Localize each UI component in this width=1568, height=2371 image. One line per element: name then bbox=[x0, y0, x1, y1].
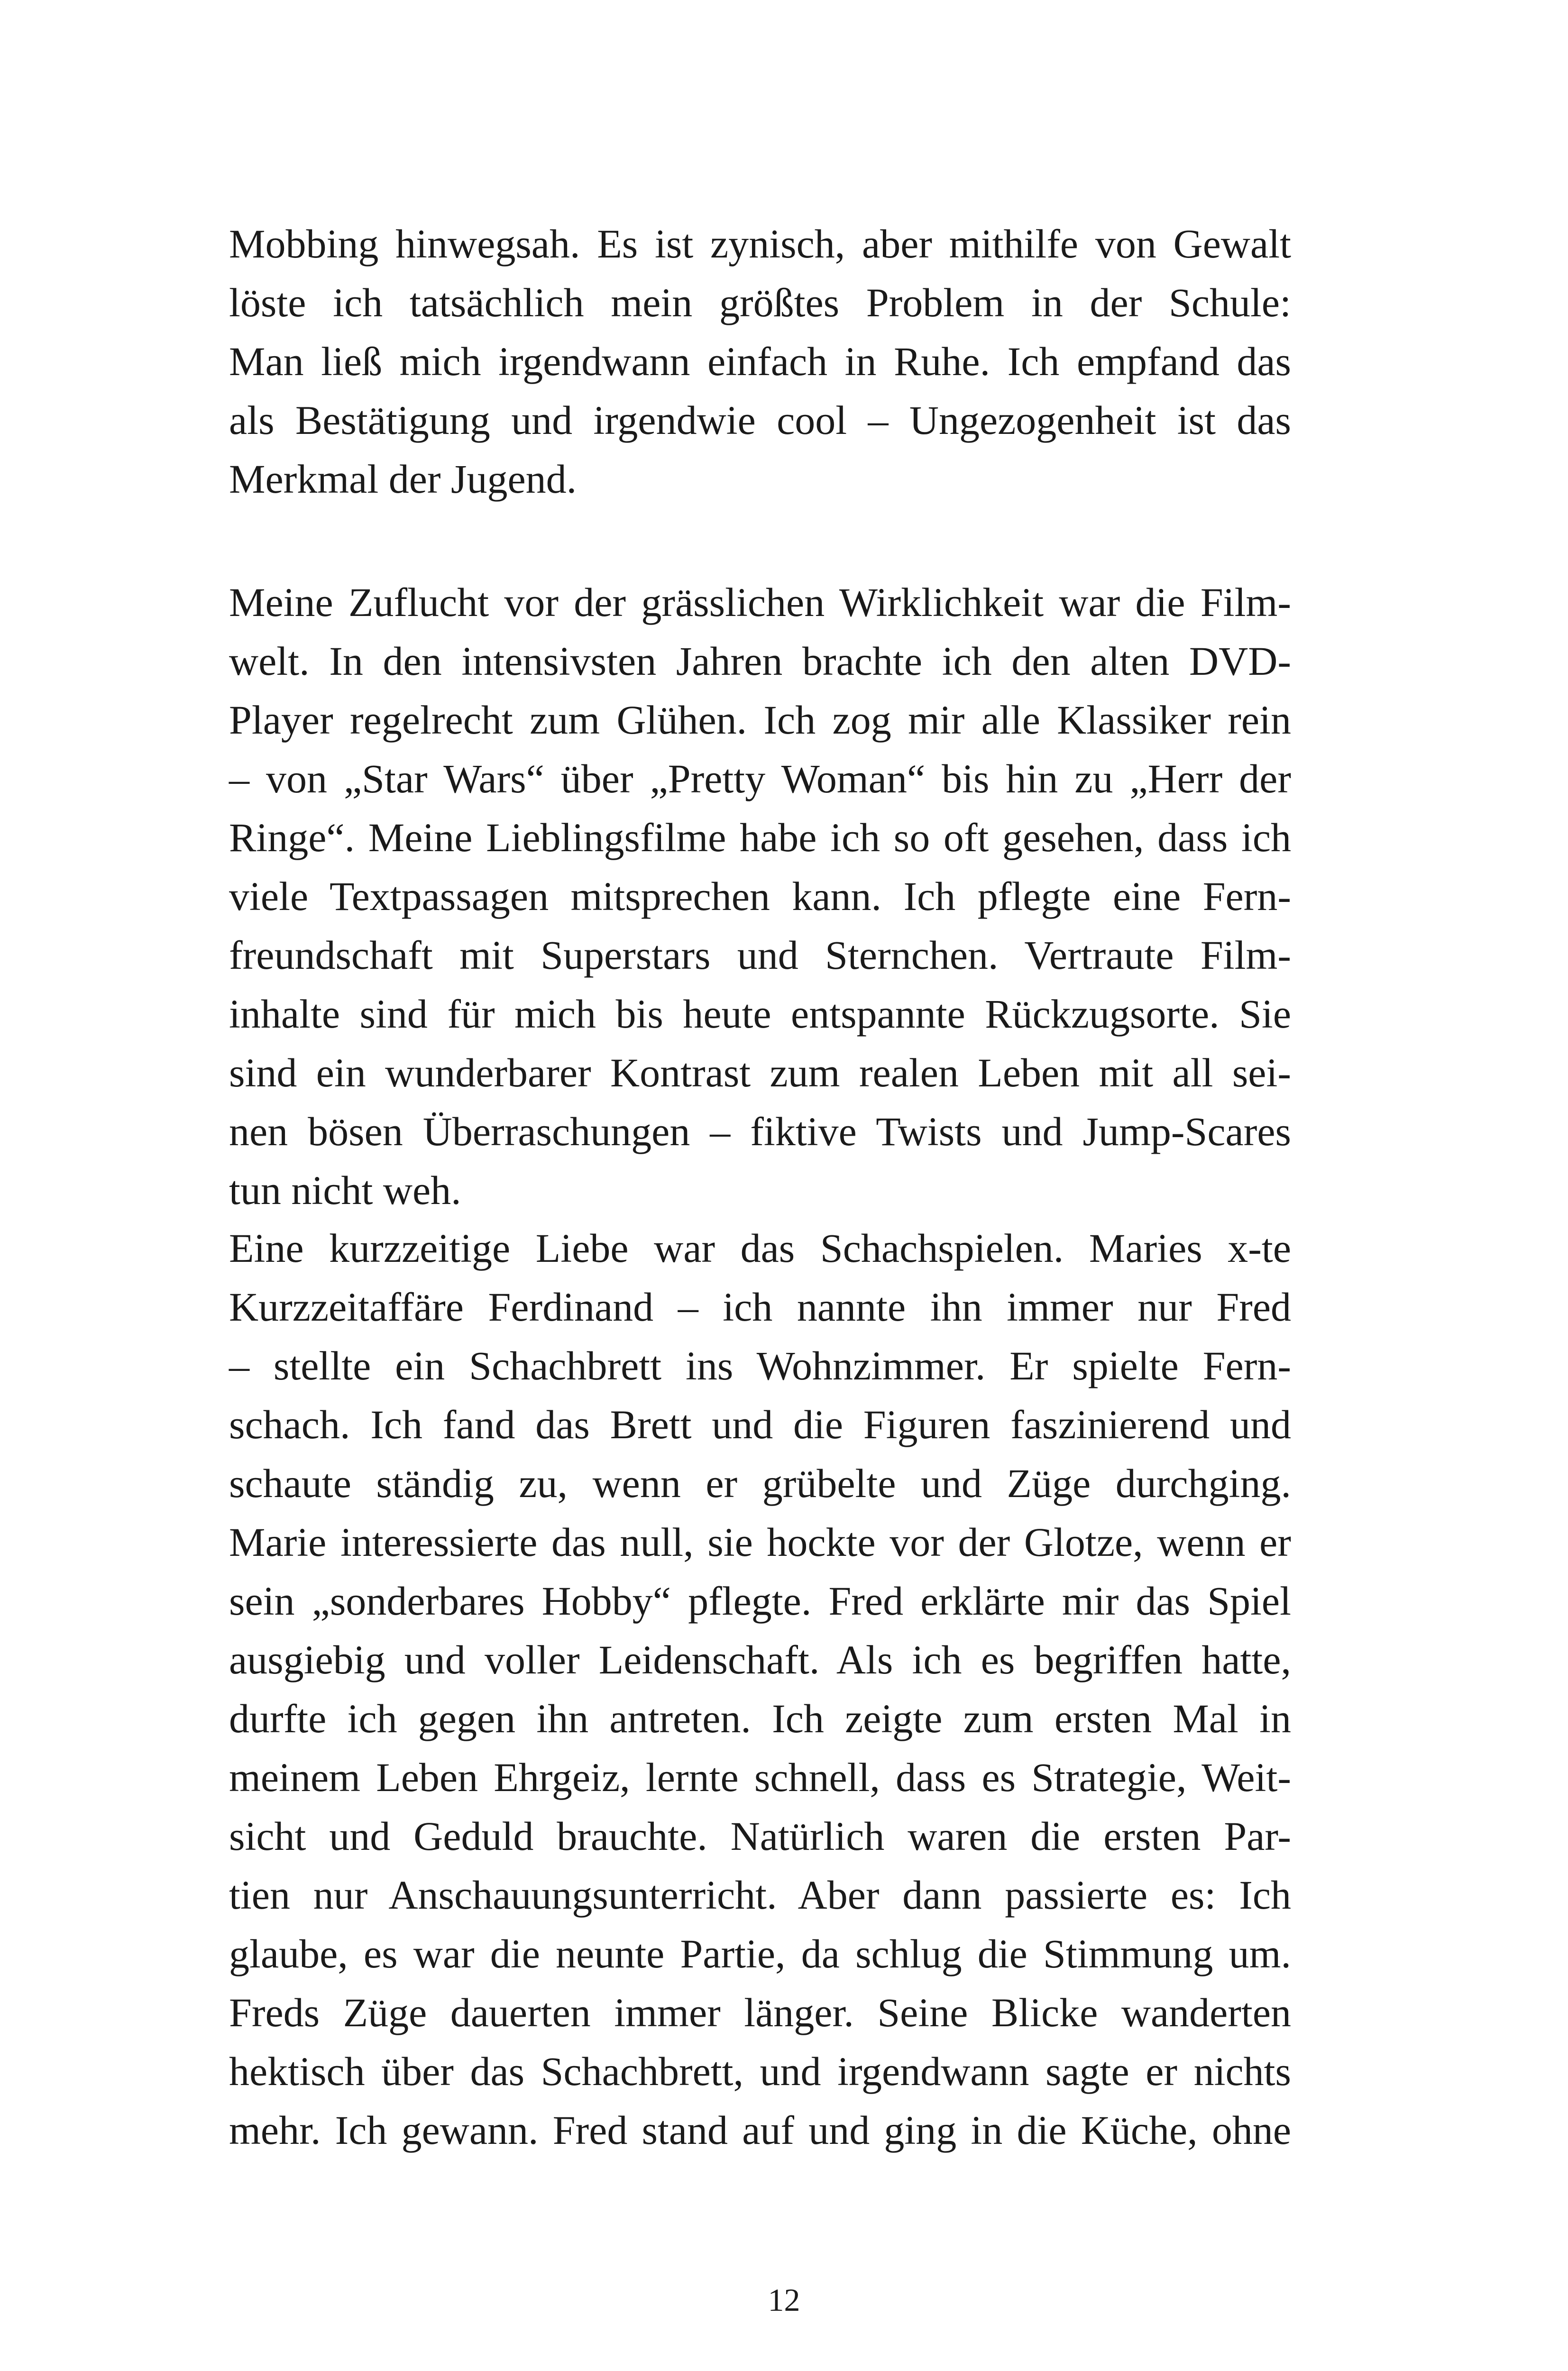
text-line: Ringe“. Meine Lieblingsfilme habe ich so oft gesehen, dass ich bbox=[229, 815, 1291, 860]
text-line: Meine Zuflucht vor der grässlichen Wirklichkeit war die Film- bbox=[229, 579, 1291, 625]
text-line: schaute ständig zu, wenn er grübelte und Züge durchging. bbox=[229, 1461, 1291, 1506]
text-line: Man ließ mich irgendwann einfach in Ruhe. Ich empfand das bbox=[229, 339, 1291, 384]
text-line: sicht und Geduld brauchte. Natürlich waren die ersten Par- bbox=[229, 1813, 1291, 1859]
text-line: Mobbing hinwegsah. Es ist zynisch, aber mithilfe von Gewalt bbox=[229, 221, 1291, 267]
text-line: Merkmal der Jugend. bbox=[229, 456, 577, 502]
text-line: viele Textpassagen mitsprechen kann. Ich pflegte eine Fern- bbox=[229, 873, 1291, 919]
text-line: hektisch über das Schachbrett, und irgendwann sagte er nichts bbox=[229, 2049, 1291, 2094]
text-line: sind ein wunderbarer Kontrast zum realen Leben mit all sei- bbox=[229, 1050, 1291, 1095]
text-line: inhalte sind für mich bis heute entspannte Rückzugsorte. Sie bbox=[229, 991, 1291, 1037]
text-line: tun nicht weh. bbox=[229, 1167, 461, 1213]
text-line: glaube, es war die neunte Partie, da schlug die Stimmung um. bbox=[229, 1931, 1291, 1976]
text-line: als Bestätigung und irgendwie cool – Ungezogenheit ist das bbox=[229, 397, 1291, 443]
text-line: sein „sonderbares Hobby“ pflegte. Fred erklärte mir das Spiel bbox=[229, 1578, 1291, 1624]
text-line: Kurzzeitaffäre Ferdinand – ich nannte ihn immer nur Fred bbox=[229, 1284, 1291, 1330]
paragraph bbox=[229, 1219, 1291, 2160]
text-line: Marie interessierte das null, sie hockte vor der Glotze, wenn er bbox=[229, 1519, 1291, 1565]
paragraph bbox=[229, 573, 1291, 1220]
text-line: schach. Ich fand das Brett und die Figuren faszinierend und bbox=[229, 1402, 1291, 1447]
text-line: Freds Züge dauerten immer länger. Seine Blicke wanderten bbox=[229, 1990, 1291, 2035]
text-line: freundschaft mit Superstars und Sternchen. Vertraute Film- bbox=[229, 932, 1291, 978]
text-line: löste ich tatsächlich mein größtes Problem in der Schule: bbox=[229, 280, 1291, 325]
text-line: tien nur Anschauungsunterricht. Aber dann passierte es: Ich bbox=[229, 1872, 1291, 1918]
text-line: – von „Star Wars“ über „Pretty Woman“ bis hin zu „Herr der bbox=[229, 756, 1291, 801]
text-line: mehr. Ich gewann. Fred stand auf und ging in die Küche, ohne bbox=[229, 2107, 1291, 2153]
paragraph bbox=[229, 214, 1291, 508]
text-line: durfte ich gegen ihn antreten. Ich zeigte zum ersten Mal in bbox=[229, 1696, 1291, 1741]
text-line: meinem Leben Ehrgeiz, lernte schnell, dass es Strategie, Weit- bbox=[229, 1755, 1291, 1800]
page-number: 12 bbox=[768, 2282, 800, 2318]
text-line: welt. In den intensivsten Jahren brachte ich den alten DVD- bbox=[229, 638, 1291, 684]
text-line: Player regelrecht zum Glühen. Ich zog mir alle Klassiker rein bbox=[229, 697, 1291, 743]
text-line: Eine kurzzeitige Liebe war das Schachspielen. Maries x-te bbox=[229, 1225, 1291, 1271]
text-line: nen bösen Überraschungen – fiktive Twists und Jump-Scares bbox=[229, 1109, 1291, 1154]
text-line: – stellte ein Schachbrett ins Wohnzimmer. Er spielte Fern- bbox=[229, 1343, 1291, 1388]
text-line: ausgiebig und voller Leidenschaft. Als ich es begriffen hatte, bbox=[229, 1637, 1291, 1682]
